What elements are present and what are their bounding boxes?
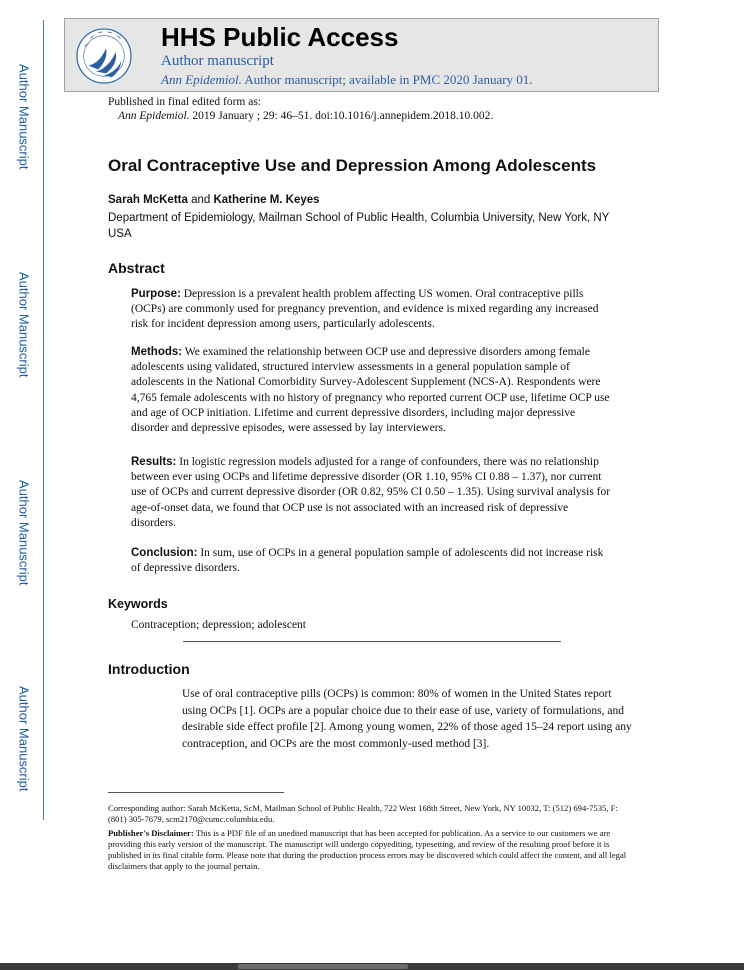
journal-name: Ann Epidemiol. (161, 72, 242, 87)
section-label: Methods: (131, 346, 183, 358)
author-line (108, 194, 320, 206)
article-title: Oral Contraceptive Use and Depression Among Adolescents (108, 156, 597, 175)
hhs-availability (161, 72, 533, 88)
sidebar-label: Author Manuscript (16, 686, 32, 792)
author-name: Sarah McKetta (108, 194, 188, 206)
keywords-heading: Keywords (108, 597, 168, 611)
publisher-disclaimer (108, 828, 638, 872)
scrollbar-thumb[interactable] (238, 964, 408, 969)
abstract-conclusion (131, 546, 611, 576)
introduction-paragraph: Use of oral contraceptive pills (OCPs) is common: 80% of women in the United States report using OCPs [1]. OCPs are a popular choice due to their ease of use, variety of formulations, and desirable side effect profile [2]. Among young women, 22% of those aged 15–24 report using any contraception, and OCPs are the most commonly-used method [3]. (182, 688, 632, 750)
disclaimer-label: Publisher's Disclaimer: (108, 828, 194, 838)
author-join: and (187, 194, 214, 206)
section-label: Results: (131, 456, 177, 468)
hhs-title: HHS Public Access (161, 22, 399, 52)
section-label: Conclusion: (131, 547, 198, 559)
hhs-eagle-logo-icon (75, 26, 133, 86)
section-text: In logistic regression models adjusted for a range of confounders, there was no relationship between ever using OCPs and lifetime depressive disorder (OR 1.10, 95% CI 0.88 – 1.37), nor current use of OCPs and current depressive disorder (OR 0.82, 95% CI 0.50 – 1.35). Using survival analysis for age-of-onset data, we found that OCP use is not associated with an increased risk of depressive disorders. (131, 456, 611, 529)
citation-details: 2019 January ; 29: 46–51. doi:10.1016/j.annepidem.2018.10.002. (189, 110, 494, 122)
keywords-list: Contraception; depression; adolescent (131, 619, 307, 631)
footnote-divider (108, 792, 284, 793)
abstract-heading: Abstract (108, 260, 165, 276)
abstract-methods (131, 345, 611, 436)
citation-journal: Ann Epidemiol. (118, 110, 190, 122)
sidebar-label: Author Manuscript (16, 272, 32, 378)
introduction-heading: Introduction (108, 661, 190, 677)
section-label: Purpose: (131, 288, 181, 300)
section-text: In sum, use of OCPs in a general population sample of adolescents did not increase risk of depressive disorders. (131, 547, 604, 575)
abstract-results (131, 455, 611, 531)
sidebar-rule (43, 20, 44, 820)
section-text: Depression is a prevalent health problem affecting US women. Oral contraceptive pills (OCPs) are commonly used for pregnancy prevention, and evidence is mixed regarding any increased risk for incident depression among users, particularly adolescents. (131, 288, 599, 331)
publication-citation (118, 110, 493, 122)
section-text: We examined the relationship between OCP use and depressive disorders among female adolescents using validated, structured interview assessments in a general population sample of adolescents in the National Comorbidity Survey-Adolescent Supplement (NCS-A). Respondents were 4,765 female adolescents with no history of pregnancy who reported current OCP use, lifetime OCP use and age of OCP initiation. Lifetime and current depressive disorders, including major depressive disorder and depressive episodes, were assessed by lay interviewers. (131, 346, 610, 435)
corresponding-author-note: Corresponding author: Sarah McKetta, ScM, Mailman School of Public Health, 722 West 168th Street, New York, NY 10032, T: (512) 694-7535, F: (801) 305-7679, scm2170@cumc.columbia.edu. (108, 803, 618, 824)
abstract-purpose (131, 287, 611, 333)
affiliation: Department of Epidemiology, Mailman School of Public Health, Columbia University, New York, NY USA (108, 212, 610, 240)
disclaimer-text: This is a PDF file of an unedited manuscript that has been accepted for publication. As a service to our customers we are providing this early version of the manuscript. The manuscript will undergo copyediting, typesetting, and review of the resulting proof before it is published in its final citable form. Please note that during the production process errors may be discovered which could affect the content, and all legal disclaimers that apply to the journal pertain. (108, 828, 627, 871)
sidebar-label: Author Manuscript (16, 480, 32, 586)
section-divider (183, 641, 561, 642)
publication-label: Published in final edited form as: (108, 96, 261, 108)
sidebar-label: Author Manuscript (16, 64, 32, 170)
author-name: Katherine M. Keyes (213, 194, 320, 206)
hhs-subtitle: Author manuscript (161, 53, 274, 69)
hhs-header (64, 18, 659, 92)
availability-text: Author manuscript; available in PMC 2020 January 01. (241, 72, 533, 87)
